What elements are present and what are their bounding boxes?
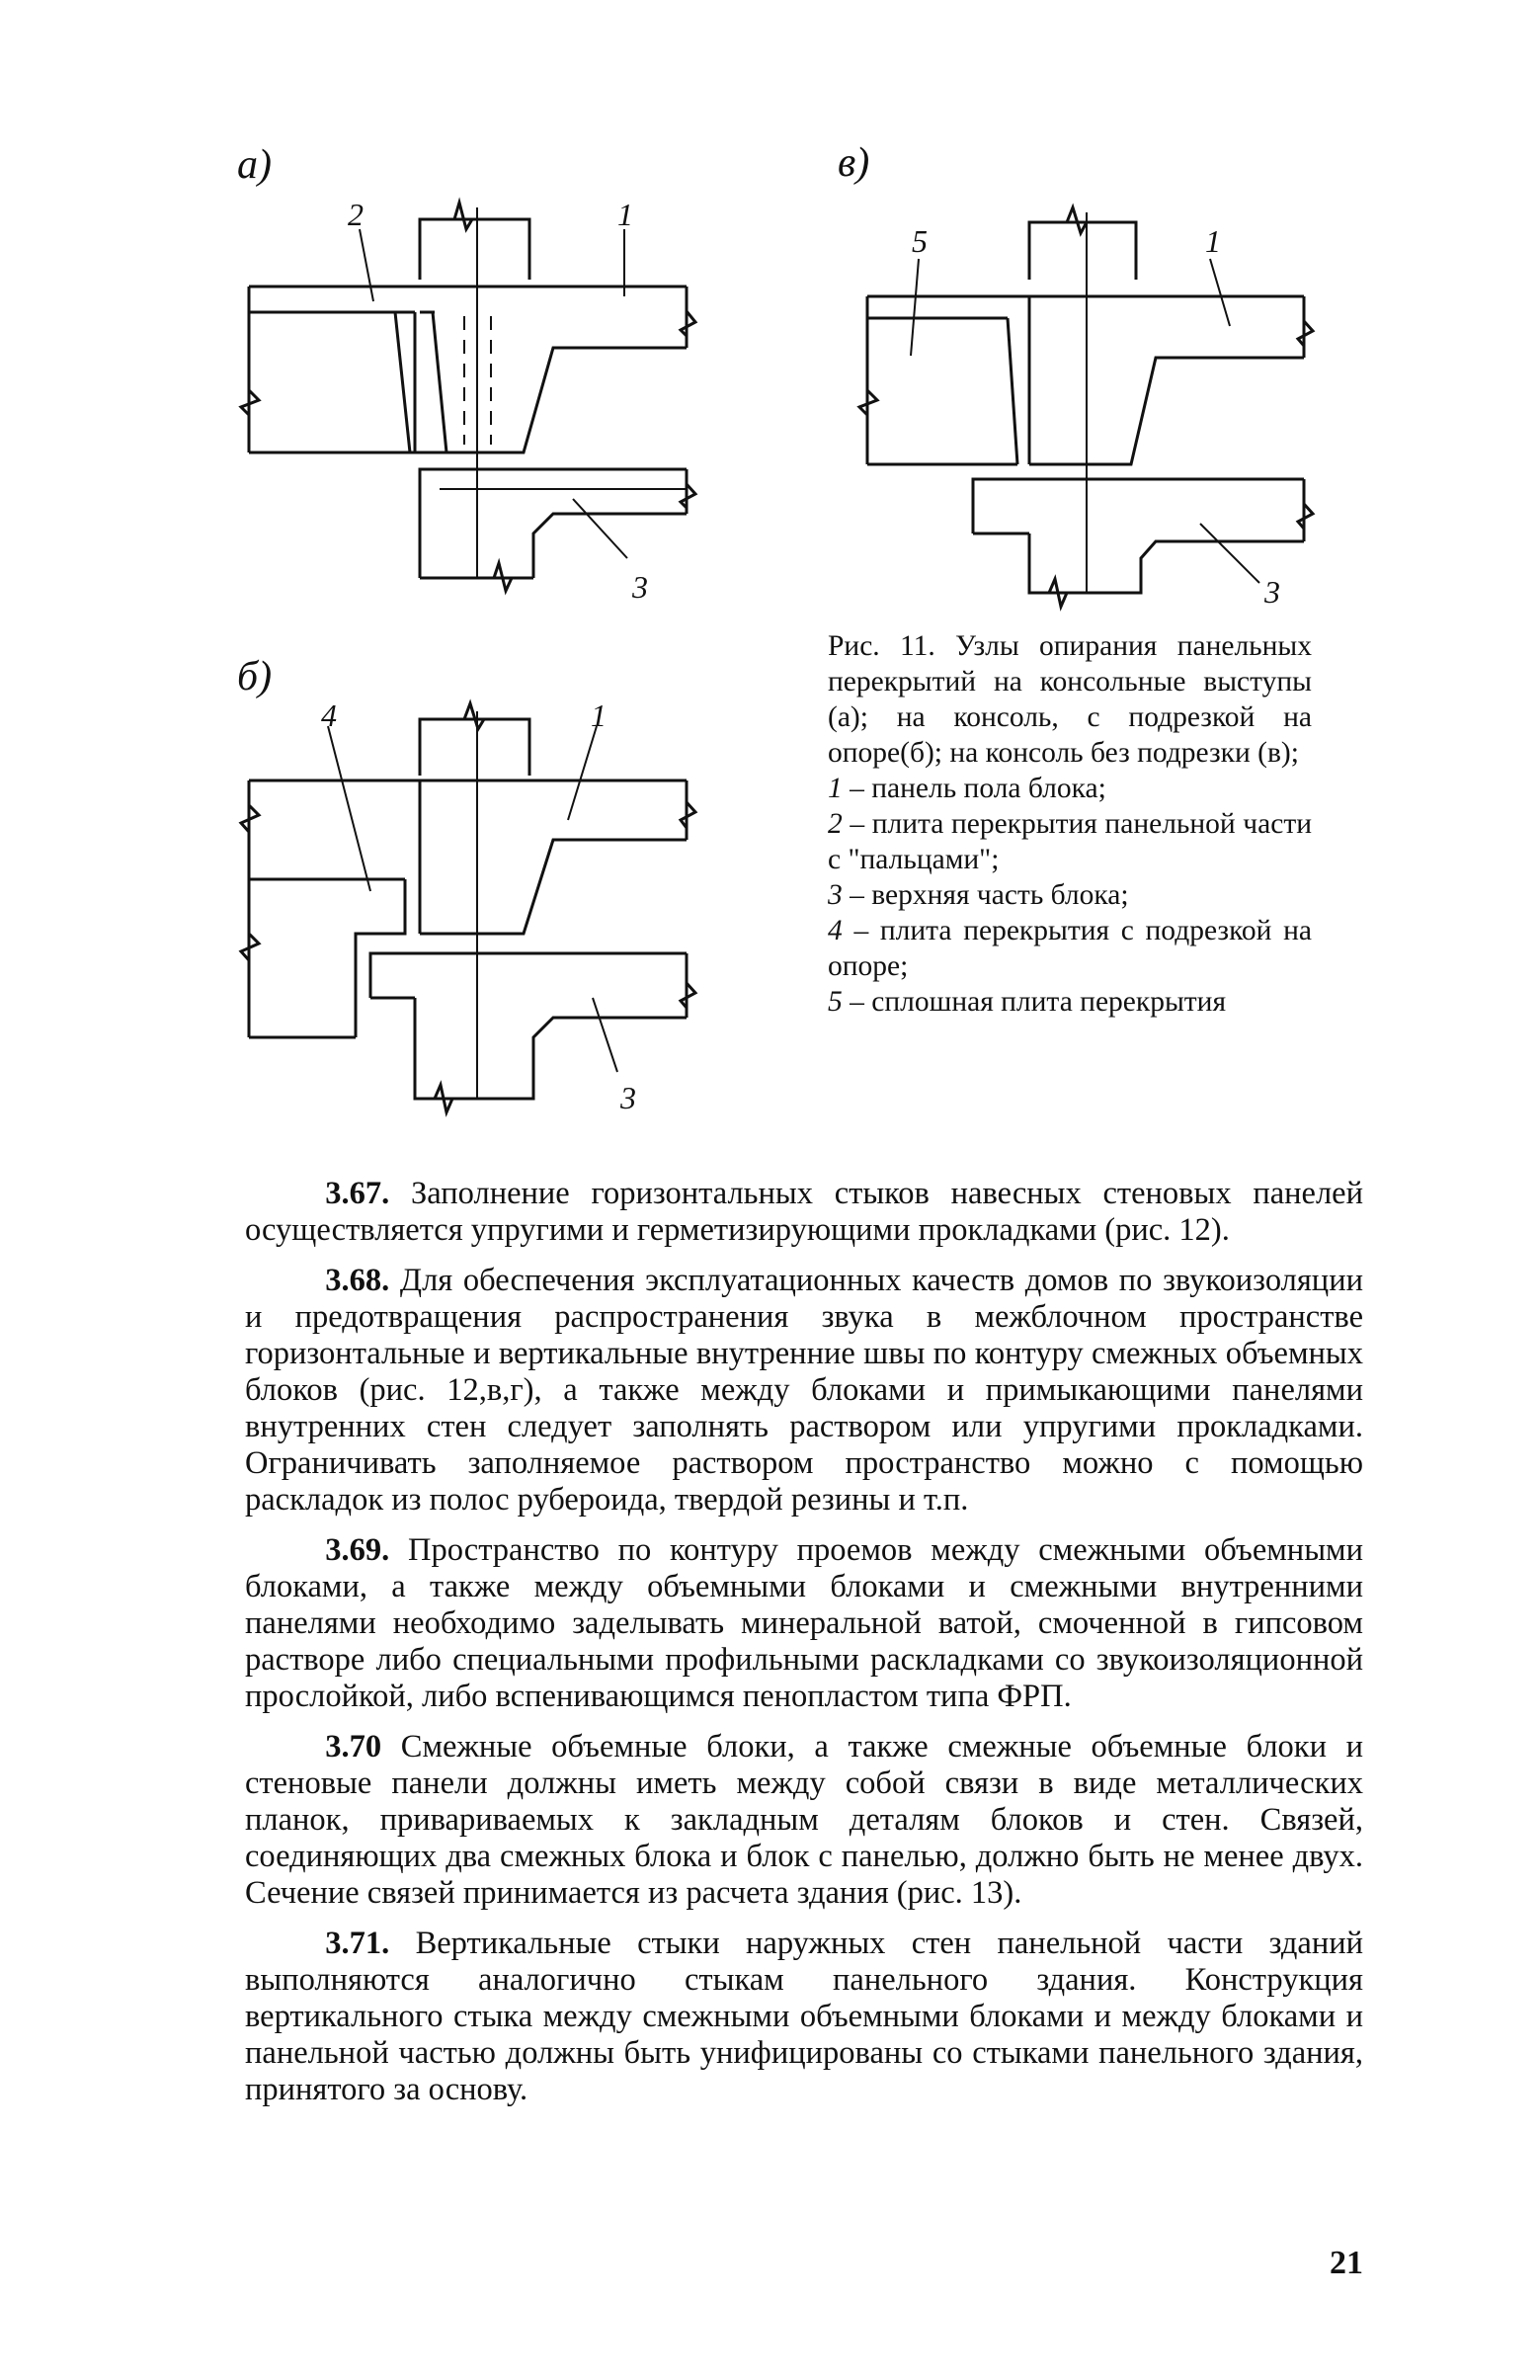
callout-b-3: 3 bbox=[620, 1080, 636, 1115]
callout-b-4: 4 bbox=[321, 698, 337, 733]
caption-title: Рис. 11. Узлы опирания панельных перекрытий на консольные выступы (а); на консоль, с подрезкой на опоре(б); на консоль без подрезки (в); bbox=[828, 630, 1312, 769]
paragraph-text: Смежные объемные блоки, а также смежные объемные блоки и стеновые панели должны иметь между собой связи в виде металлических планок, привариваемых к закладным деталям блоков и стен. Связей, соединяющих два смежных блока и блок с панелью, должно быть не менее двух. Сечение связей принимается из расчета здания (рис. 13). bbox=[245, 1729, 1363, 1911]
paragraph-3-69 bbox=[245, 1532, 1363, 1715]
legend-num-3: 3 bbox=[828, 879, 843, 911]
legend-text-1: – панель пола блока; bbox=[850, 773, 1106, 804]
callout-a-3: 3 bbox=[632, 569, 648, 605]
label-b: б) bbox=[237, 654, 273, 699]
figure-caption bbox=[828, 628, 1312, 1020]
caption-legend-5 bbox=[828, 984, 1312, 1020]
paragraph-text: Вертикальные стыки наружных стен панельной части зданий выполняются аналогично стыкам панельного здания. Конструкция вертикального стыка между смежными объемными блоками и между блоками и панельной частью должны быть унифицированы со стыками панельного здания, принятого за основу. bbox=[245, 1926, 1363, 2107]
callout-a-1: 1 bbox=[617, 197, 633, 232]
legend-num-1: 1 bbox=[828, 773, 843, 804]
paragraph-3-71 bbox=[245, 1926, 1363, 2108]
label-a: а) bbox=[237, 142, 272, 188]
paragraph-number: 3.69. bbox=[325, 1532, 390, 1568]
body-text bbox=[245, 1176, 1363, 2122]
callout-v-5: 5 bbox=[912, 223, 928, 259]
paragraph-number: 3.71. bbox=[325, 1926, 390, 1961]
paragraph-3-70 bbox=[245, 1729, 1363, 1912]
callout-v-3: 3 bbox=[1264, 574, 1280, 610]
paragraph-number: 3.67. bbox=[325, 1176, 390, 1211]
paragraph-number: 3.68. bbox=[325, 1263, 390, 1298]
caption-legend-4 bbox=[828, 913, 1312, 984]
paragraph-3-68 bbox=[245, 1263, 1363, 1518]
paragraph-3-67 bbox=[245, 1176, 1363, 1249]
caption-legend-2 bbox=[828, 806, 1312, 877]
drawing-b bbox=[241, 703, 695, 1112]
legend-text-3: – верхняя часть блока; bbox=[850, 879, 1129, 911]
callout-b-1: 1 bbox=[591, 698, 607, 733]
drawing-a bbox=[241, 203, 695, 591]
callout-v-1: 1 bbox=[1205, 223, 1221, 259]
paragraph-text: Заполнение горизонтальных стыков навесных стеновых панелей осуществляется упругими и герметизирующими прокладками (рис. 12). bbox=[245, 1176, 1363, 1248]
paragraph-text: Для обеспечения эксплуатационных качеств домов по звукоизоляции и предотвращения распространения звука в межблочном пространстве горизонтальные и вертикальные внутренние швы по контуру смежных объемных блоков (рис. 12,в,г), а также между блоками и примыкающими панелями внутренних стен следует заполнять раствором или упругими прокладками. Ограничивать заполняемое раствором пространство можно с помощью раскладок из полос рубероида, твердой резины и т.п. bbox=[245, 1263, 1363, 1518]
legend-text-4: – плита перекрытия с подрезкой на опоре; bbox=[828, 915, 1312, 982]
legend-text-5: – сплошная плита перекрытия bbox=[850, 986, 1227, 1018]
callout-a-2: 2 bbox=[348, 197, 364, 232]
drawing-v bbox=[859, 207, 1313, 607]
paragraph-text: Пространство по контуру проемов между смежными объемными блоками, а также между объемными блоками и смежными внутренними панелями необходимо заделывать минеральной ватой, смоченной в гипсовом растворе либо специальными профильными раскладками со звукоизоляционной прослойкой, либо вспенивающимся пенопластом типа ФРП. bbox=[245, 1532, 1363, 1714]
page-number: 21 bbox=[1330, 2245, 1363, 2281]
legend-num-4: 4 bbox=[828, 915, 843, 946]
caption-legend-1 bbox=[828, 771, 1312, 806]
legend-text-2: – плита перекрытия панельной части с "пальцами"; bbox=[828, 808, 1312, 875]
caption-legend-3 bbox=[828, 877, 1312, 913]
paragraph-number: 3.70 bbox=[325, 1729, 382, 1764]
label-v: в) bbox=[838, 140, 870, 186]
legend-num-2: 2 bbox=[828, 808, 843, 840]
legend-num-5: 5 bbox=[828, 986, 843, 1018]
